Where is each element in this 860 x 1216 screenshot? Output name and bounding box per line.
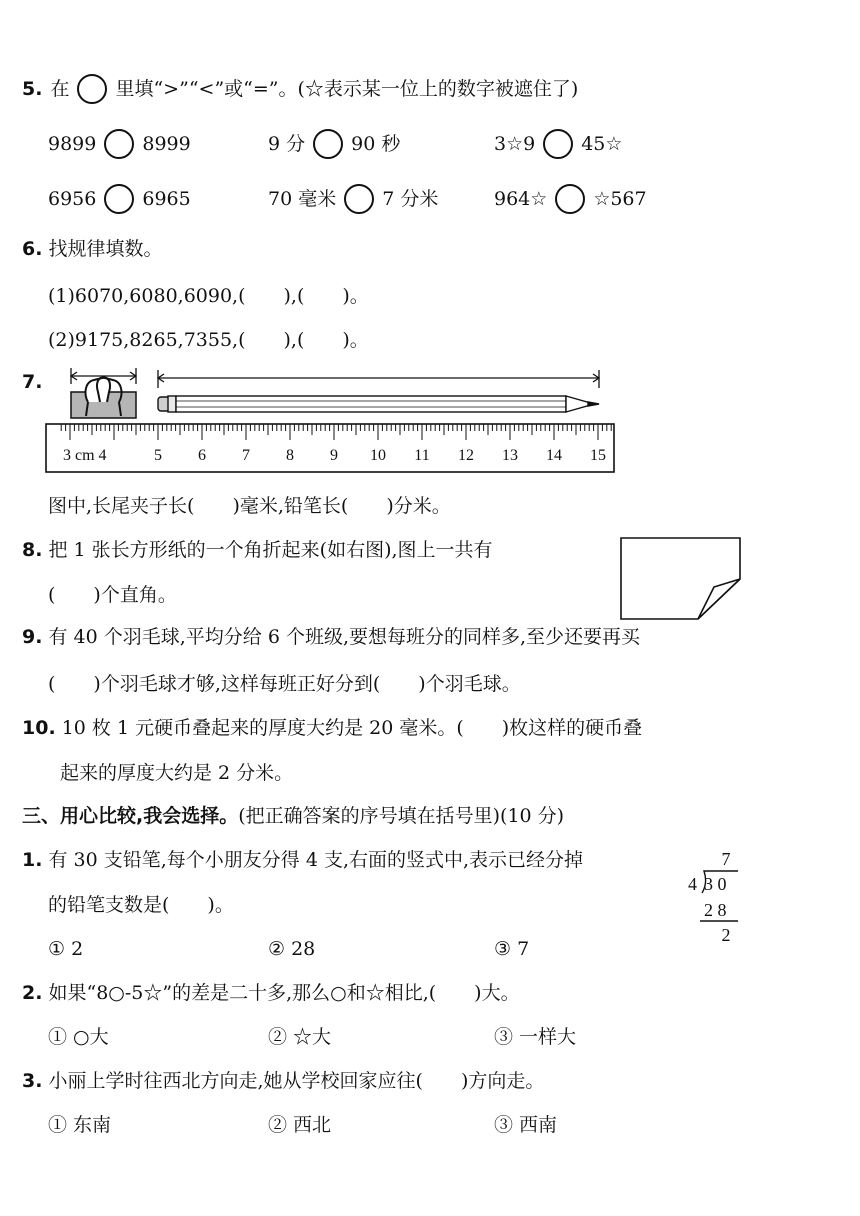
q5-answer-circle[interactable] <box>313 129 343 159</box>
q6-stem <box>22 240 163 259</box>
q5-item <box>48 129 191 159</box>
q5-example-circle <box>77 74 107 104</box>
q9-line-2: ( )个羽毛球才够,这样每班正好分到( )个羽毛球。 <box>48 673 521 695</box>
q5-right-value: 7 分米 <box>382 187 439 210</box>
q9-text: 有 40 个羽毛球,平均分给 6 个班级,要想每班分的同样多,至少还要再买 <box>48 626 641 648</box>
division-divisor: 4 <box>688 874 697 894</box>
ruler-label: 10 <box>370 447 386 464</box>
ruler-label: 6 <box>198 447 206 464</box>
q8-line-1 <box>22 541 493 560</box>
division-quotient: 7 <box>721 849 731 869</box>
q5-right-value: ☆567 <box>593 187 647 210</box>
q5-left-value: 6956 <box>48 187 97 210</box>
s3q2-option-1[interactable]: ① ○大 <box>48 1026 109 1048</box>
ruler-label: 15 <box>590 447 606 464</box>
q5-right-value: 90 秒 <box>351 132 401 155</box>
division-product: 2 8 <box>704 900 727 920</box>
q5-item <box>494 129 622 159</box>
q5-answer-circle[interactable] <box>555 184 585 214</box>
q6-line-2: (2)9175,8265,7355,( ),( )。 <box>48 329 369 351</box>
ruler-label: 8 <box>286 447 294 464</box>
q5-right-value: 6965 <box>142 187 191 210</box>
q8-number: 8. <box>22 539 43 561</box>
q5-answer-circle[interactable] <box>344 184 374 214</box>
s3q1-number: 1. <box>22 849 43 871</box>
pencil-icon <box>158 396 599 412</box>
s3q3-option-2[interactable]: ② 西北 <box>268 1114 332 1136</box>
q9-number: 9. <box>22 626 43 648</box>
ruler-label: 11 <box>414 447 430 464</box>
q10-line-2: 起来的厚度大约是 2 分米。 <box>60 762 294 784</box>
s3q2-option-2[interactable]: ② ☆大 <box>268 1026 332 1048</box>
s3q2-number: 2. <box>22 982 43 1004</box>
binder-clip-icon <box>71 378 136 418</box>
q10-line-1 <box>22 719 642 738</box>
q5-pre: 在 <box>50 77 70 100</box>
s3q1-line-1 <box>22 851 583 870</box>
q8-text: 把 1 张长方形纸的一个角折起来(如右图),图上一共有 <box>48 539 493 561</box>
s3q2-line <box>22 984 520 1003</box>
long-division-figure <box>682 845 742 945</box>
q10-text: 10 枚 1 元硬币叠起来的厚度大约是 20 毫米。( )枚这样的硬币叠 <box>61 717 643 739</box>
ruler-label: 3 cm 4 <box>63 447 107 464</box>
q5-item <box>268 129 400 159</box>
q5-answer-circle[interactable] <box>104 129 134 159</box>
ruler-label: 14 <box>546 447 562 464</box>
folded-paper-figure <box>620 537 742 621</box>
s3q1-option-3[interactable]: ③ 7 <box>494 938 530 960</box>
q8-line-2: ( )个直角。 <box>48 584 177 606</box>
q5-answer-circle[interactable] <box>543 129 573 159</box>
s3q2-option-3[interactable]: ③ 一样大 <box>494 1026 577 1048</box>
q6-number: 6. <box>22 238 43 260</box>
q5-item <box>268 184 438 214</box>
q5-post: 里填“>”“<”或“=”。(☆表示某一位上的数字被遮住了) <box>115 77 579 100</box>
division-dividend: 3 0 <box>704 874 727 894</box>
q5-right-value: 8999 <box>142 132 191 155</box>
q5-left-value: 9899 <box>48 132 97 155</box>
s3q3-option-3[interactable]: ③ 西南 <box>494 1114 558 1136</box>
ruler-label: 7 <box>242 447 250 464</box>
pencil-measure-bracket <box>158 370 599 388</box>
q5-right-value: 45☆ <box>581 132 623 155</box>
q5-left-value: 9 分 <box>268 132 306 155</box>
q7-number: 7. <box>22 371 43 393</box>
q5-left-value: 3☆9 <box>494 132 536 155</box>
q5-item <box>48 184 191 214</box>
s3q3-line <box>22 1072 544 1091</box>
q7-ruler-figure <box>44 368 616 476</box>
q5-stem <box>22 74 578 104</box>
ruler <box>46 424 614 472</box>
ruler-label: 9 <box>330 447 338 464</box>
s3q1-option-1[interactable]: ① 2 <box>48 938 84 960</box>
division-remainder: 2 <box>721 925 731 945</box>
ruler-label: 13 <box>502 447 518 464</box>
s3q3-text: 小丽上学时往西北方向走,她从学校回家应往( )方向走。 <box>48 1070 545 1092</box>
q9-line-1 <box>22 628 640 647</box>
section3-heading <box>22 807 564 826</box>
s3q3-number: 3. <box>22 1070 43 1092</box>
ruler-label: 12 <box>458 447 474 464</box>
q7-caption: 图中,长尾夹子长( )毫米,铅笔长( )分米。 <box>48 495 451 517</box>
s3q1-option-2[interactable]: ② 28 <box>268 938 316 960</box>
s3q1-text: 有 30 支铅笔,每个小朋友分得 4 支,右面的竖式中,表示已经分掉 <box>48 849 584 871</box>
q6-text: 找规律填数。 <box>48 238 163 260</box>
q5-item <box>494 184 647 214</box>
q5-left-value: 964☆ <box>494 187 548 210</box>
s3q3-option-1[interactable]: ① 东南 <box>48 1114 112 1136</box>
q5-number: 5. <box>22 77 43 100</box>
section3-title: 三、用心比较,我会选择。 <box>22 805 239 827</box>
s3q1-line-2: 的铅笔支数是( )。 <box>48 894 234 916</box>
q10-number: 10. <box>22 717 56 739</box>
s3q2-text: 如果“8○-5☆”的差是二十多,那么○和☆相比,( )大。 <box>48 982 520 1004</box>
q6-line-1: (1)6070,6080,6090,( ),( )。 <box>48 285 369 307</box>
q5-answer-circle[interactable] <box>104 184 134 214</box>
section3-note: (把正确答案的序号填在括号里)(10 分) <box>238 805 565 827</box>
q5-left-value: 70 毫米 <box>268 187 337 210</box>
ruler-label: 5 <box>154 447 162 464</box>
